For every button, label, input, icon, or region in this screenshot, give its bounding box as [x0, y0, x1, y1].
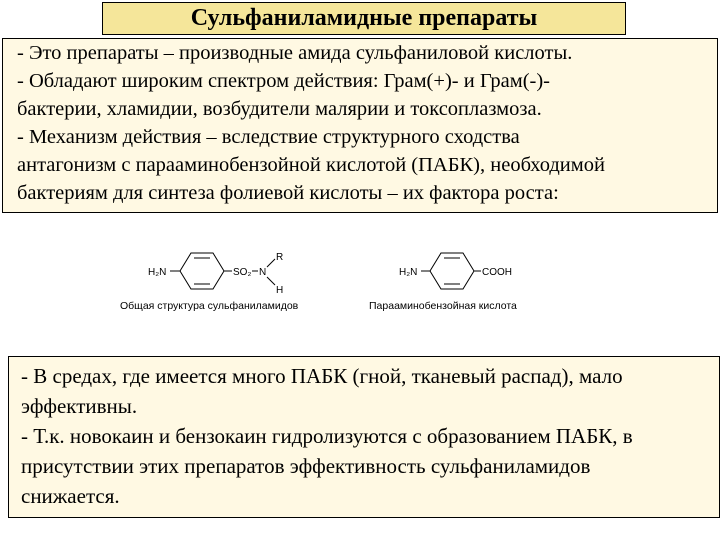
carboxyl-label: COOH: [482, 267, 512, 278]
text-line: - В средах, где имеется много ПАБК (гной, тканевый распад), мало: [21, 364, 623, 388]
text-line: - Обладают широким спектром действия: Грам(+)- и Грам(-)-: [17, 70, 551, 92]
slide-title: Сульфаниламидные препараты: [190, 5, 538, 31]
text-line: антагонизм с парааминобензойной кислотой (ПАБК), необходимой: [17, 154, 605, 176]
text-line: - Т.к. новокаин и бензокаин гидролизуются с образованием ПАБК, в: [21, 424, 633, 448]
sulfanilamide-structure: [148, 252, 283, 296]
title-banner: [102, 2, 626, 35]
structural-formulas: [0, 245, 720, 325]
text-block-properties: [2, 38, 718, 213]
text-line: бактерии, хламидии, возбудители малярии и токсоплазмоза.: [17, 98, 542, 120]
amine-label-1: H₂N: [148, 267, 167, 278]
caption-paba: Парааминобензойная кислота: [369, 300, 517, 312]
nitrogen-label: N: [259, 267, 267, 278]
text-line: - Это препараты – производные амида сульфаниловой кислоты.: [17, 42, 573, 64]
amine-label-2: H₂N: [399, 267, 418, 278]
hydrogen-label: H: [276, 285, 284, 296]
sulfonyl-label: SO₂: [233, 267, 252, 278]
text-line: эффективны.: [21, 394, 138, 418]
text-line: присутствии этих препаратов эффективность сульфаниламидов: [21, 454, 591, 478]
caption-sulfanilamide: Общая структура сульфаниламидов: [120, 300, 299, 312]
text-line: бактериям для синтеза фолиевой кислоты – их фактора роста:: [17, 182, 559, 204]
text-block-limitations: [8, 356, 720, 518]
r-group-label: R: [276, 252, 284, 263]
text-line: - Механизм действия – вследствие структурного сходства: [17, 126, 520, 148]
formula-drawing: [0, 245, 720, 325]
paba-structure: [399, 253, 512, 289]
text-line: снижается.: [21, 484, 120, 508]
